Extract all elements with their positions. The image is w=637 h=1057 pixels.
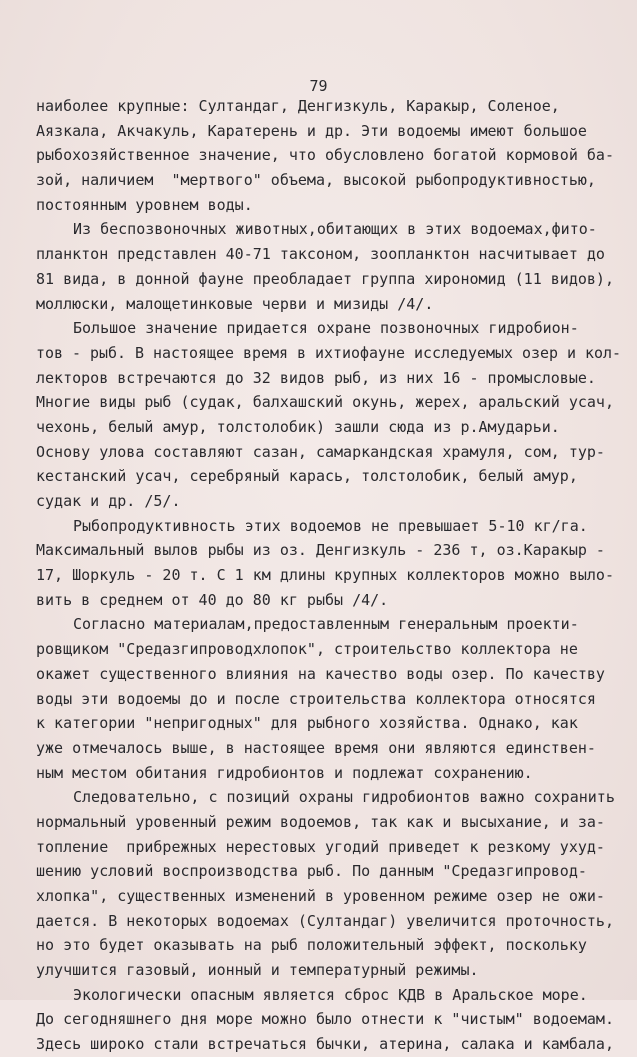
text-line: ным местом обитания гидробионтов и подлежат сохранению. <box>36 763 533 782</box>
text-line: Основу улова составляют сазан, самаркандская храмуля, сом, тур- <box>36 442 605 461</box>
text-line: планктон представлен 40-71 таксоном, зоопланктон насчитывает до <box>36 245 605 264</box>
text-line: кестанский усач, серебряный карась, толстолобик, белый амур, <box>36 467 578 486</box>
text-line: Согласно материалам,предоставленным генеральным проекти- <box>73 615 579 634</box>
text-line: но это будет оказывать на рыб положительный эффект, поскольку <box>36 936 587 955</box>
text-line: шению условий воспроизводства рыб. По данным "Средазгипровод- <box>36 862 587 881</box>
text-line: Максимальный вылов рыбы из оз. Денгизкуль - 236 т, оз.Каракыр - <box>36 541 605 560</box>
text-line: До сегодняшнего дня море можно было отнести к "чистым" водоемам. <box>36 1010 614 1029</box>
text-line: нормальный уровенный режим водоемов, так как и высыхание, и за- <box>36 812 605 831</box>
text-line: Рыбопродуктивность этих водоемов не превышает 5-10 кг/га. <box>73 516 588 535</box>
text-line: судак и др. /5/. <box>36 492 181 510</box>
text-line: Многие виды рыб (судак, балхашский окунь, жерех, аральский усач, <box>36 393 614 412</box>
text-line: 81 вида, в донной фауне преобладает группа хирономид (11 видов), <box>36 269 614 288</box>
text-line: улучшится газовый, ионный и температурный режимы. <box>36 961 479 980</box>
text-line: Большое значение придается охране позвоночных гидробион- <box>73 319 579 338</box>
text-line: Аязкала, Акчакуль, Каратерень и др. Эти водоемы имеют большое <box>36 121 587 140</box>
text-line: хлопка", существенных изменений в уровенном режиме озер не ожи- <box>36 887 605 905</box>
text-line: наиболее крупные: Султандаг, Денгизкуль, Каракыр, Соленое, <box>36 97 560 115</box>
text-line: зой, наличием "мертвого" объема, высокой рыбопродуктивностью, <box>36 171 596 190</box>
page-number: 79 <box>309 77 328 95</box>
text-line: рыбохозяйственное значение, что обусловлено богатой кормовой ба- <box>36 146 614 165</box>
text-line: окажет существенного влияния на качество воды озер. По качеству <box>36 664 605 683</box>
text-line: дается. В некоторых водоемах (Султандаг) увеличится проточность, <box>36 911 614 930</box>
text-line: моллюски, малощетинковые черви и мизиды /4/. <box>36 294 434 313</box>
text-line: лекторов встречаются до 32 видов рыб, из них 16 - промысловые. <box>36 368 596 387</box>
text-line: к категории "непригодных" для рыбного хозяйства. Однако, как <box>36 714 578 733</box>
text-line: Из беспозвоночных животных,обитающих в этих водоемах,фито- <box>73 220 597 239</box>
text-line: воды эти водоемы до и после строительства коллектора относятся <box>36 689 596 708</box>
text-line: тов - рыб. В настоящее время в ихтиофауне исследуемых озер и кол- <box>36 343 622 362</box>
text-line: постоянным уровнем воды. <box>36 195 253 214</box>
text-line: Здесь широко стали встречаться бычки, атерина, салака и камбала, <box>36 1035 614 1054</box>
text-line: 17, Шоркуль - 20 т. С 1 км длины крупных коллекторов можно выло- <box>36 566 614 585</box>
text-line: Следовательно, с позиций охраны гидробионтов важно сохранить <box>73 788 615 807</box>
text-line: Экологически опасным является сброс КДВ в Аральское море. <box>73 985 588 1004</box>
text-line: чехонь, белый амур, толстолобик) зашли сюда из р.Амударьи. <box>36 417 560 436</box>
text-line: уже отмечалось выше, в настоящее время они являются единствен- <box>36 738 596 757</box>
text-line: топление прибрежных нерестовых угодий приведет к резкому ухуд- <box>36 837 605 856</box>
text-line: вить в среднем от 40 до 80 кг рыбы /4/. <box>36 590 389 609</box>
text-line: ровщиком "Средазгипроводхлопок", строительство коллектора не <box>36 640 578 659</box>
text-body <box>36 94 621 1057</box>
